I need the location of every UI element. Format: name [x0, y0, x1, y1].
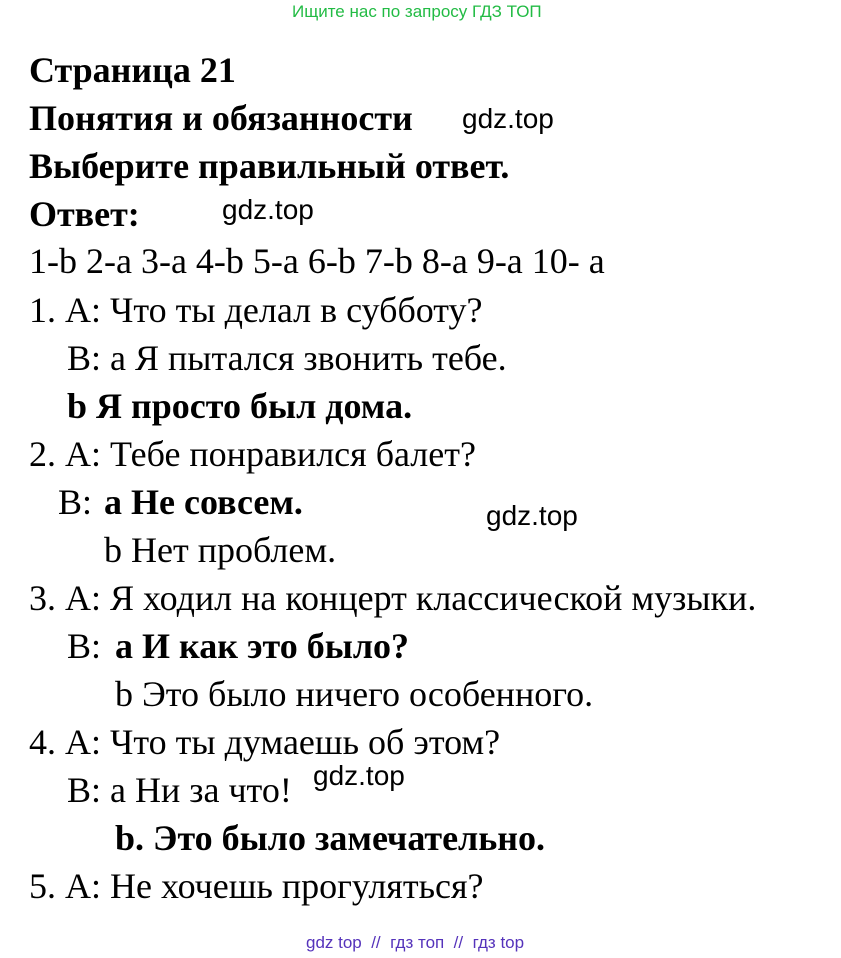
q3-option-b: b Это было ничего особенного.	[115, 674, 594, 714]
q3-option-a: а И как это было?	[115, 626, 410, 666]
q5-question: 5. А: Не хочешь прогуляться?	[29, 866, 484, 906]
q4-option-b: b. Это было замечательно.	[115, 818, 546, 858]
q2-option-b: b Нет проблем.	[104, 530, 337, 570]
instruction: Выберите правильный ответ.	[29, 146, 510, 186]
q4-reply-a: В: а Ни за что!	[67, 770, 292, 810]
answer-key: 1-b 2-a 3-a 4-b 5-a 6-b 7-b 8-a 9-a 10- a	[29, 241, 605, 281]
topic-heading: Понятия и обязанности	[29, 98, 413, 138]
q3-question: 3. А: Я ходил на концерт классической музыки.	[29, 578, 757, 618]
watermark-1: gdz.top	[462, 103, 554, 134]
footer-links[interactable]: gdz top // гдз топ // гдз top	[306, 933, 525, 952]
watermark-3: gdz.top	[486, 500, 578, 531]
answer-label: Ответ:	[29, 194, 140, 234]
q4-question: 4. А: Что ты думаешь об этом?	[29, 722, 501, 762]
q2-option-a: а Не совсем.	[104, 482, 303, 522]
q1-question: 1. А: Что ты делал в субботу?	[29, 290, 483, 330]
watermark-4: gdz.top	[313, 760, 405, 791]
q1-reply-a: В: а Я пытался звонить тебе.	[67, 338, 507, 378]
q2-reply-prefix: В:	[58, 482, 93, 522]
q2-question: 2. А: Тебе понравился балет?	[29, 434, 476, 474]
top-banner[interactable]: Ищите нас по запросу ГДЗ ТОП	[292, 2, 542, 21]
q1-option-b: b Я просто был дома.	[67, 386, 413, 426]
q3-reply-prefix: В:	[67, 626, 102, 666]
page-title: Страница 21	[29, 50, 236, 90]
watermark-2: gdz.top	[222, 194, 314, 225]
